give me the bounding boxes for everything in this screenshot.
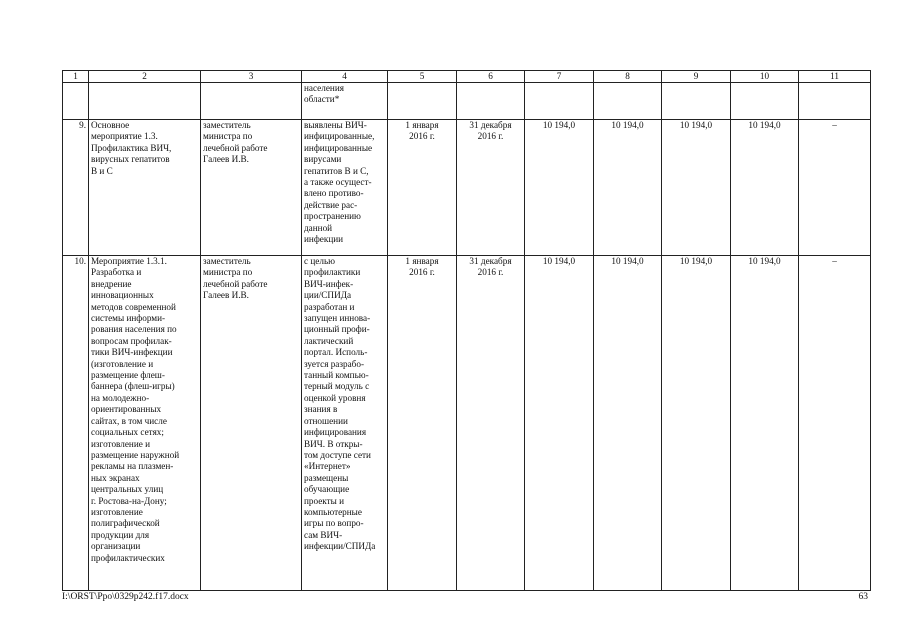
amount-cell: 10 194,0	[662, 120, 731, 256]
measure-name-cell: Основное мероприятие 1.3. Профилактика ВИЧ, вирусных гепатитов В и С	[89, 120, 201, 256]
result-cell: с целью профилактики ВИЧ-инфек- ции/СПИДа разработан и запущен иннова- ционный профи- лактический портал. Исполь- зуется разрабо- танный компью- терный модуль с оценкой уровня знания в отношении инфицирования ВИЧ. В откры- том доступе сети «Интернет» размещены обучающие проекты и компьютерные игры по вопро- сам ВИЧ- инфекции/СПИДа	[302, 256, 388, 591]
program-table	[62, 70, 871, 591]
header-cell: 7	[525, 71, 594, 83]
measure-name-cell: Мероприятие 1.3.1. Разработка и внедрение инновационных методов современной системы информи- рования населения по вопросам профилак- тики ВИЧ-инфекции (изготовление и размещение флеш- баннера (флеш-игры) на молодежно- ориентированных сайтах, в том числе социальных сетях; изготовление и размещение наружной рекламы на плазмен- ных экранах центральных улиц г. Ростова-на-Дону; изготовление полиграфической продукции для организации профилактических	[89, 256, 201, 591]
header-cell: 5	[388, 71, 457, 83]
header-cell: 11	[799, 71, 871, 83]
amount-cell: 10 194,0	[662, 256, 731, 591]
table-row	[63, 120, 871, 256]
header-cell: 3	[201, 71, 302, 83]
end-date-cell: 31 декабря 2016 г.	[457, 256, 525, 591]
page-number: 63	[858, 592, 868, 602]
header-cell: 2	[89, 71, 201, 83]
header-cell: 1	[63, 71, 89, 83]
executor-cell: заместитель министра по лечебной работе Галеев И.В.	[201, 256, 302, 591]
table-row	[63, 256, 871, 591]
header-cell: 4	[302, 71, 388, 83]
header-cell: 6	[457, 71, 525, 83]
dash-cell: –	[799, 256, 871, 591]
dash-cell: –	[799, 120, 871, 256]
amount-cell: 10 194,0	[594, 256, 662, 591]
executor-cell: заместитель министра по лечебной работе Галеев И.В.	[201, 120, 302, 256]
continuation-row	[63, 83, 871, 120]
amount-cell: 10 194,0	[731, 120, 799, 256]
header-cell: 9	[662, 71, 731, 83]
amount-cell: 10 194,0	[731, 256, 799, 591]
file-path-footer: I:\ORST\Ppo\0329p242.f17.docx	[62, 592, 189, 602]
header-cell: 10	[731, 71, 799, 83]
start-date-cell: 1 января 2016 г.	[388, 256, 457, 591]
result-cell: выявлены ВИЧ- инфицированные, инфицированные вирусами гепатитов В и С, а также осущест- влено противо- действие рас- пространению данной инфекции	[302, 120, 388, 256]
amount-cell: 10 194,0	[594, 120, 662, 256]
end-date-cell: 31 декабря 2016 г.	[457, 120, 525, 256]
header-row	[63, 71, 871, 83]
header-cell: 8	[594, 71, 662, 83]
result-cell: населения области*	[302, 83, 388, 120]
row-number: 9.	[63, 120, 89, 256]
amount-cell: 10 194,0	[525, 120, 594, 256]
row-number: 10.	[63, 256, 89, 591]
amount-cell: 10 194,0	[525, 256, 594, 591]
start-date-cell: 1 января 2016 г.	[388, 120, 457, 256]
